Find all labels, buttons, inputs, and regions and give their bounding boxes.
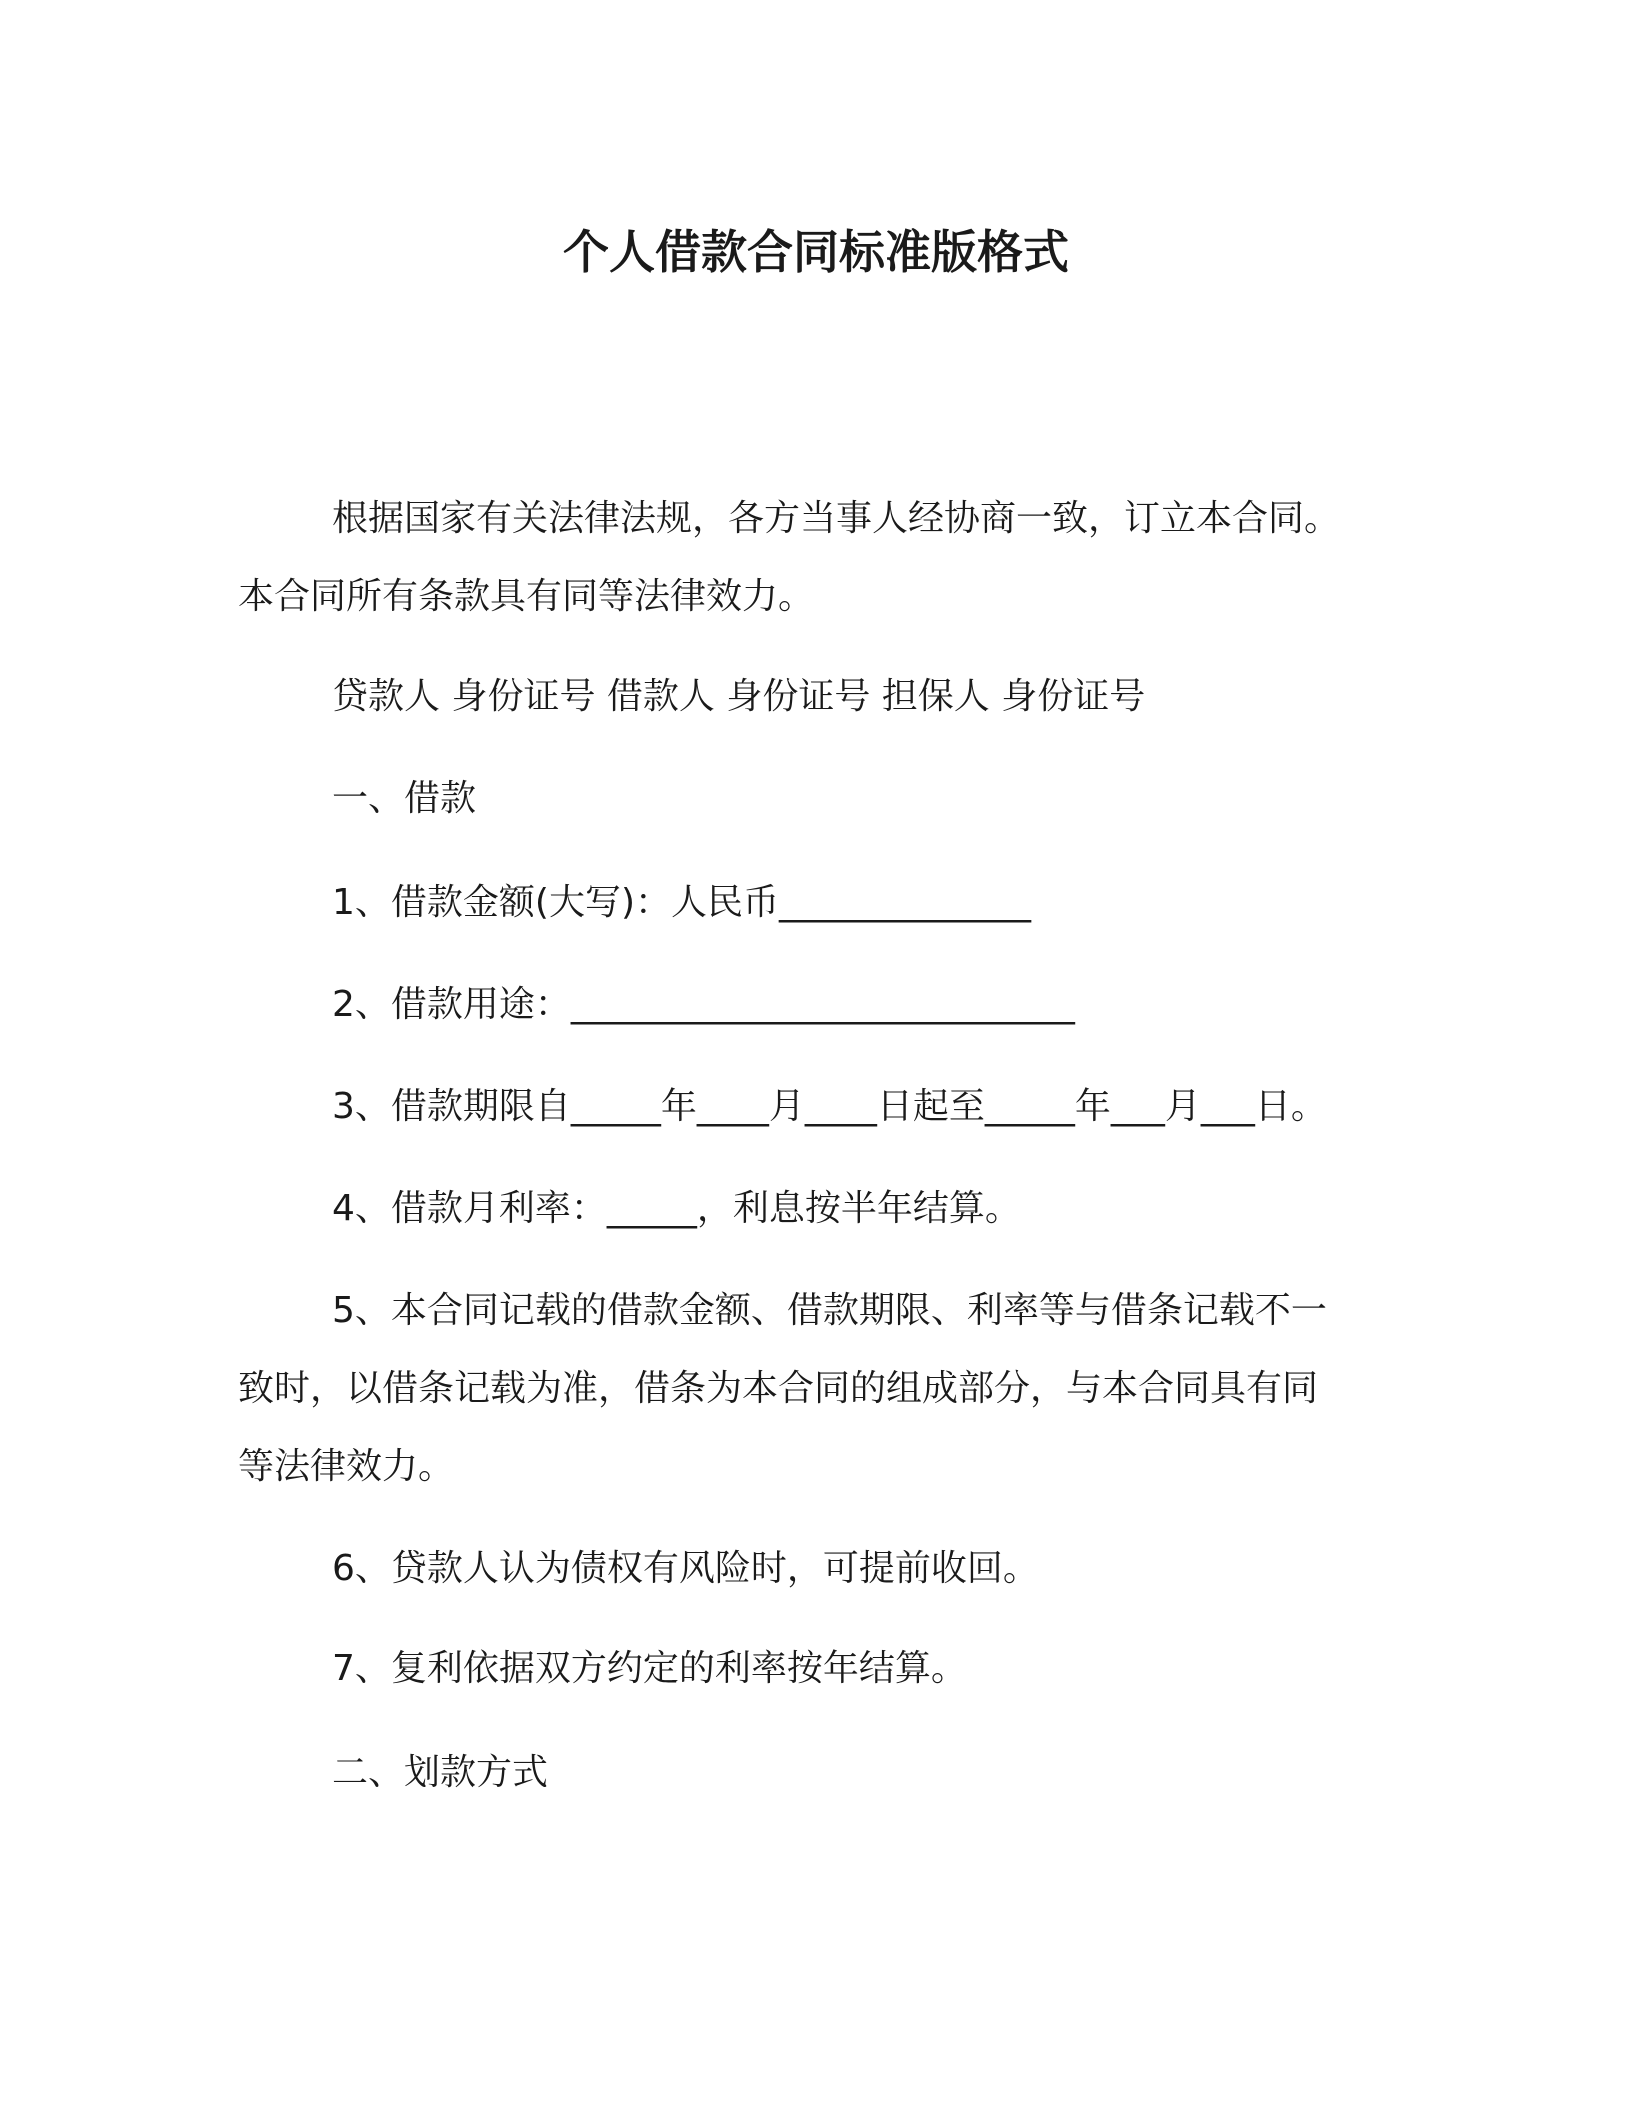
section-heading-loan: 一、借款 [332, 778, 477, 819]
clause-4-interest-rate: 4、借款月利率：_____，利息按半年结算。 [332, 1188, 1021, 1229]
clause-5-line-3: 等法律效力。 [238, 1446, 455, 1487]
section-heading-payment: 二、划款方式 [332, 1752, 549, 1793]
clause-5-line-1: 5、本合同记载的借款金额、借款期限、利率等与借条记载不一 [332, 1290, 1327, 1331]
clause-7-compound-interest: 7、复利依据双方约定的利率按年结算。 [332, 1648, 967, 1689]
clause-2-purpose: 2、借款用途：____________________________ [332, 984, 1075, 1025]
clause-6-early-recall: 6、贷款人认为债权有风险时，可提前收回。 [332, 1548, 1039, 1589]
preamble-line-1: 根据国家有关法律法规，各方当事人经协商一致，订立本合同。 [332, 498, 1341, 539]
clause-1-amount: 1、借款金额(大写)：人民币______________ [332, 882, 1031, 923]
preamble-line-2: 本合同所有条款具有同等法律效力。 [238, 576, 815, 617]
document-title: 个人借款合同标准版格式 [563, 225, 1069, 279]
clause-5-line-2: 致时，以借条记载为准，借条为本合同的组成部分，与本合同具有同 [238, 1368, 1319, 1409]
parties-line: 贷款人 身份证号 借款人 身份证号 担保人 身份证号 [332, 676, 1146, 717]
clause-3-term: 3、借款期限自_____年____月____日起至_____年___月___日。 [332, 1086, 1327, 1127]
